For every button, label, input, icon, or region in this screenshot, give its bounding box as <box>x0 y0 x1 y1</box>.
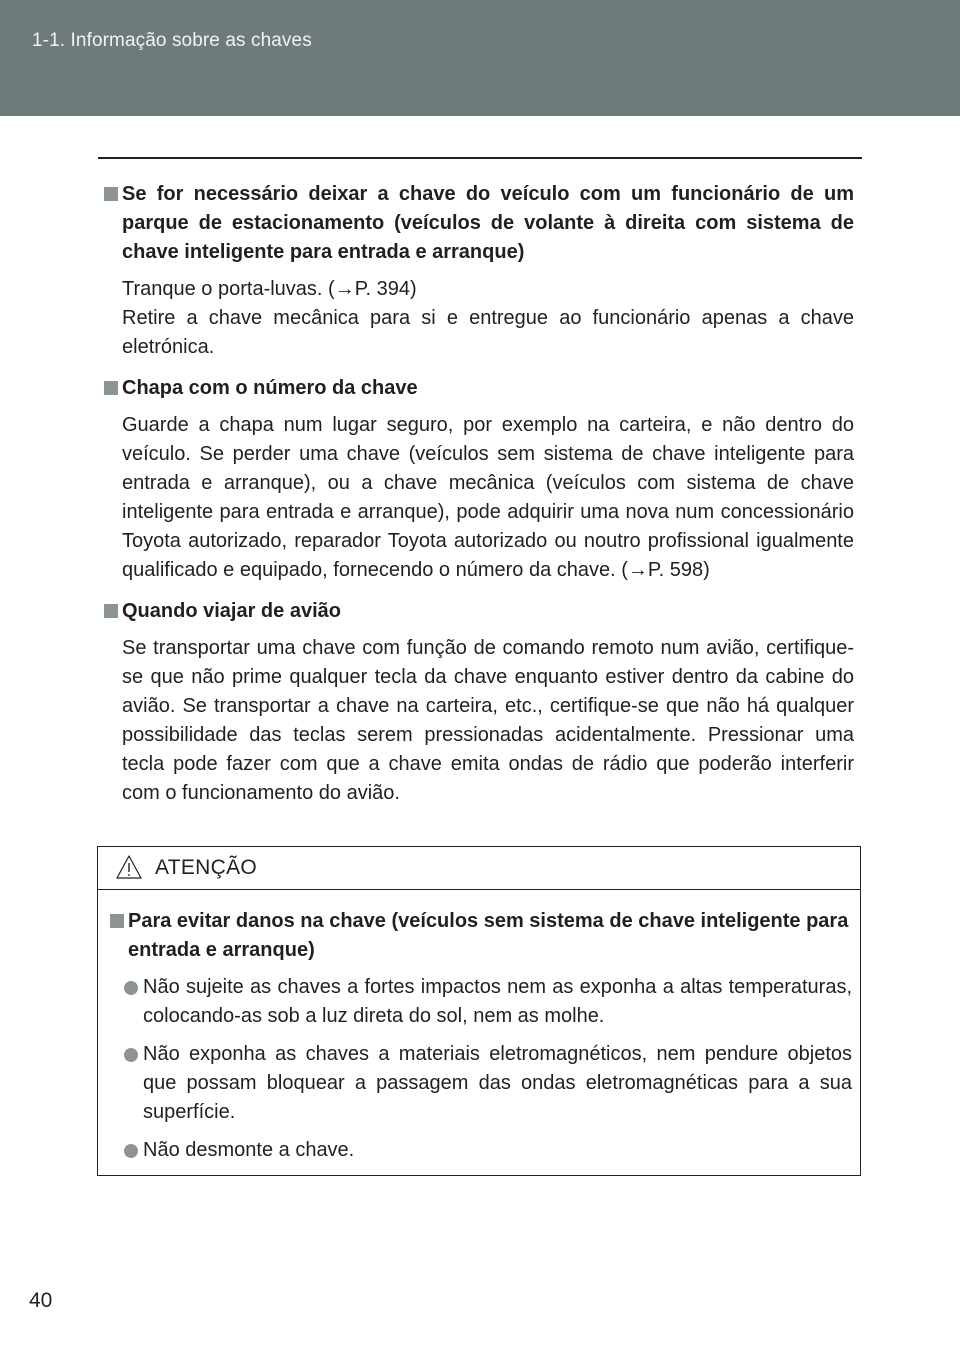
warning-box <box>97 846 861 1176</box>
circle-bullet-icon <box>124 1048 138 1062</box>
page-header <box>0 0 960 116</box>
section-key-plate <box>104 374 854 585</box>
warning-title: Para evitar danos na chave (veículos sem sistema de chave inteligente para entrada e arranque) <box>108 907 852 965</box>
warning-label: ATENÇÃO <box>155 856 258 879</box>
paragraph: Retire a chave mecânica para si e entregue ao funcionário apenas a chave eletrónica. <box>122 307 854 358</box>
circle-bullet-icon <box>124 981 138 995</box>
paragraph: Tranque o porta-luvas. (→P. 394) <box>122 278 417 300</box>
page-number: 40 <box>29 1289 53 1312</box>
square-bullet-icon <box>110 914 124 928</box>
warning-triangle-icon <box>116 855 142 879</box>
warning-header <box>98 847 860 890</box>
chapter-title: 1-1. Informação sobre as chaves <box>32 30 312 51</box>
main-content <box>104 180 854 820</box>
section-title: Quando viajar de avião <box>104 597 854 626</box>
list-item: Não desmonte a chave. <box>108 1136 852 1165</box>
square-bullet-icon <box>104 604 118 618</box>
paragraph: Se transportar uma chave com função de comando remoto num avião, certifique-se que não prime qualquer tecla da chave enquanto estiver dentro da cabine do avião. Se transportar a chave na carteira, etc., certifique-se que não há qualquer possibilidade das teclas serem pressionadas acidentalmente. Pressionar uma tecla pode fazer com que a chave emita ondas de rádio que poderão interferir com o funcionamento do avião. <box>122 637 854 804</box>
paragraph: Guarde a chapa num lugar seguro, por exemplo na carteira, e não dentro do veículo. Se perder uma chave (veículos sem sistema de chave inteligente para entrada e arranque), ou a chave mecânica (veículos com sistema de chave inteligente para entrada e arranque), pode adquirir uma nova num concessionário Toyota autorizado, reparador Toyota autorizado ou noutro profissional igualmente qualificado e equipado, fornecendo o número da chave. (→P. 598) <box>122 414 854 581</box>
section-air-travel <box>104 597 854 808</box>
section-body <box>104 275 854 362</box>
square-bullet-icon <box>104 187 118 201</box>
section-title: Se for necessário deixar a chave do veículo com um funcionário de um parque de estacionamento (veículos de volante à direita com sistema de chave inteligente para entrada e arranque) <box>104 180 854 267</box>
section-title: Chapa com o número da chave <box>104 374 854 403</box>
square-bullet-icon <box>104 381 118 395</box>
warning-list <box>108 973 852 1165</box>
divider <box>98 157 862 159</box>
section-parking <box>104 180 854 362</box>
section-body <box>104 634 854 808</box>
circle-bullet-icon <box>124 1144 138 1158</box>
list-item: Não exponha as chaves a materiais eletromagnéticos, nem pendure objetos que possam bloquear a passagem das ondas eletromagnéticas para a sua superfície. <box>108 1040 852 1127</box>
section-body <box>104 411 854 585</box>
warning-body <box>98 890 860 1165</box>
list-item: Não sujeite as chaves a fortes impactos nem as exponha a altas temperaturas, colocando-as sob a luz direta do sol, nem as molhe. <box>108 973 852 1031</box>
